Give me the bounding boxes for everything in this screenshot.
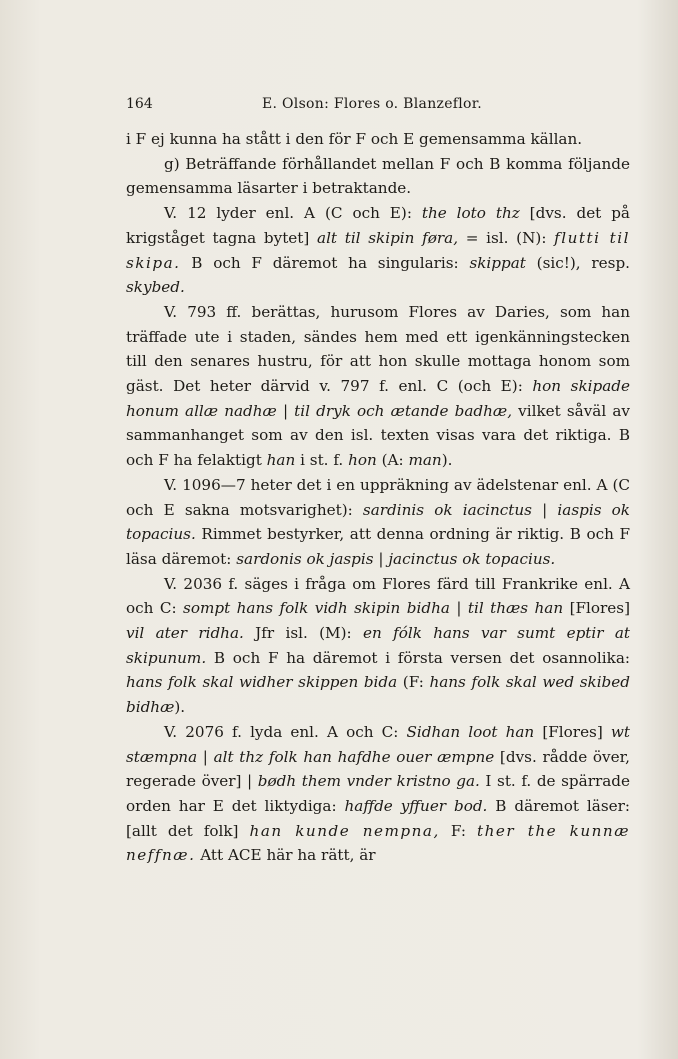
- body-text: [126, 127, 630, 868]
- page-header: [126, 96, 630, 116]
- italic-quote: ther the kunnæ neffnæ.: [126, 821, 630, 865]
- text-run: Att ACE här ha rätt, är: [195, 846, 376, 865]
- paragraph: [126, 720, 630, 868]
- italic-quote: haffde yffuer bod.: [344, 796, 488, 815]
- text-run: V. 2076 f. lyda enl. A och C:: [164, 722, 407, 741]
- text-run: i st. f.: [295, 451, 349, 470]
- text-run: B och F ha däremot i första versen det osannolika:: [206, 648, 630, 667]
- italic-quote: han kunde nempna,: [249, 821, 440, 840]
- text-run: I st. f. de spärrade orden har E det liktydiga:: [126, 772, 630, 815]
- italic-quote: man: [408, 451, 442, 470]
- italic-quote: skippat: [469, 253, 526, 272]
- italic-quote: sardonis ok jaspis | jacinctus ok topacius.: [236, 549, 556, 568]
- paragraph: [126, 127, 630, 152]
- text-run: V. 1096—7 heter det i en uppräkning av ädelstenar enl. A (C och E sakna motsvarighet):: [126, 475, 630, 519]
- text-run: ).: [441, 451, 453, 470]
- italic-quote: hon: [348, 451, 377, 470]
- italic-quote: the loto thz: [421, 204, 520, 223]
- text-run: = isl. (N):: [458, 228, 555, 247]
- text-run: [dvs. det på krigståget tagna bytet]: [126, 204, 630, 247]
- text-run: g) Beträffande förhållandet mellan F och B komma följande gemensamma läsarter i betraktande.: [126, 154, 630, 198]
- text-run: (A:: [376, 451, 409, 470]
- italic-quote: vil ater ridha.: [126, 624, 244, 643]
- italic-quote: han: [266, 451, 296, 470]
- text-run: Rimmet bestyrker, att denna ordning är riktig. B och F läsa däremot:: [126, 525, 630, 568]
- italic-quote: sardinis ok iacinctus | iaspis ok topacius.: [126, 500, 631, 544]
- text-run: V. 2036 f. säges i fråga om Flores färd till Frankrike enl. A och C:: [126, 574, 630, 618]
- italic-quote: wt stæmpna | alt thz folk han hafdhe ouer æmpne: [126, 722, 631, 766]
- text-run: [Flores]: [534, 722, 611, 741]
- running-head: E. Olson: Flores o. Blanzeflor.: [262, 96, 482, 112]
- italic-quote: skybed.: [126, 278, 185, 297]
- paragraph: [126, 300, 630, 473]
- italic-quote: Sidhan loot han: [406, 722, 535, 741]
- text-run: [dvs. rådde över, regerade över] |: [126, 747, 630, 791]
- text-run: (sic!), resp.: [525, 253, 630, 272]
- paragraph: [126, 152, 630, 201]
- text-run: B och F däremot ha singularis:: [180, 253, 470, 272]
- italic-quote: hon skipade honum allæ nadhæ | til dryk och ætande badhæ,: [126, 377, 630, 420]
- italic-quote: hans folk skal widher skippen bida: [126, 673, 398, 692]
- italic-quote: flutti til skipa.: [126, 228, 630, 272]
- text-run: vilket såväl av sammanhanget som av den isl. texten visas vara det riktiga. B och F ha felaktigt: [126, 401, 630, 470]
- text-run: ).: [174, 698, 186, 717]
- text-run: (F:: [397, 673, 430, 692]
- page-number: 164: [126, 96, 153, 112]
- paragraph: [126, 572, 630, 720]
- paragraph: [126, 201, 630, 300]
- text-run: V. 12 lyder enl. A (C och E):: [164, 204, 422, 223]
- italic-quote: en fólk hans var sumt eptir at skipunum.: [126, 624, 630, 667]
- text-run: B däremot läser: [allt det folk]: [126, 796, 631, 840]
- italic-quote: bødh them vnder kristno ga.: [257, 772, 480, 791]
- text-run: i F ej kunna ha stått i den för F och E gemensamma källan.: [126, 130, 583, 148]
- italic-quote: alt til skipin føra,: [317, 228, 459, 247]
- text-run: Jfr isl. (M):: [243, 624, 363, 643]
- text-run: F:: [439, 821, 478, 840]
- text-run: [Flores]: [563, 599, 631, 618]
- paragraph: [126, 473, 630, 572]
- text-run: V. 793 ff. berättas, hurusom Flores av Daries, som han träffade ute i staden, sändes hem med ett igenkänningstecken till den senares hustru, för att hon skulle mottaga honom som gäst. Det heter därvid v. 797 f. enl. C (och E):: [126, 302, 630, 396]
- italic-quote: hans folk skal wed skibed bidhæ: [126, 673, 630, 717]
- italic-quote: sompt hans folk vidh skipin bidha | til thæs han: [183, 599, 564, 618]
